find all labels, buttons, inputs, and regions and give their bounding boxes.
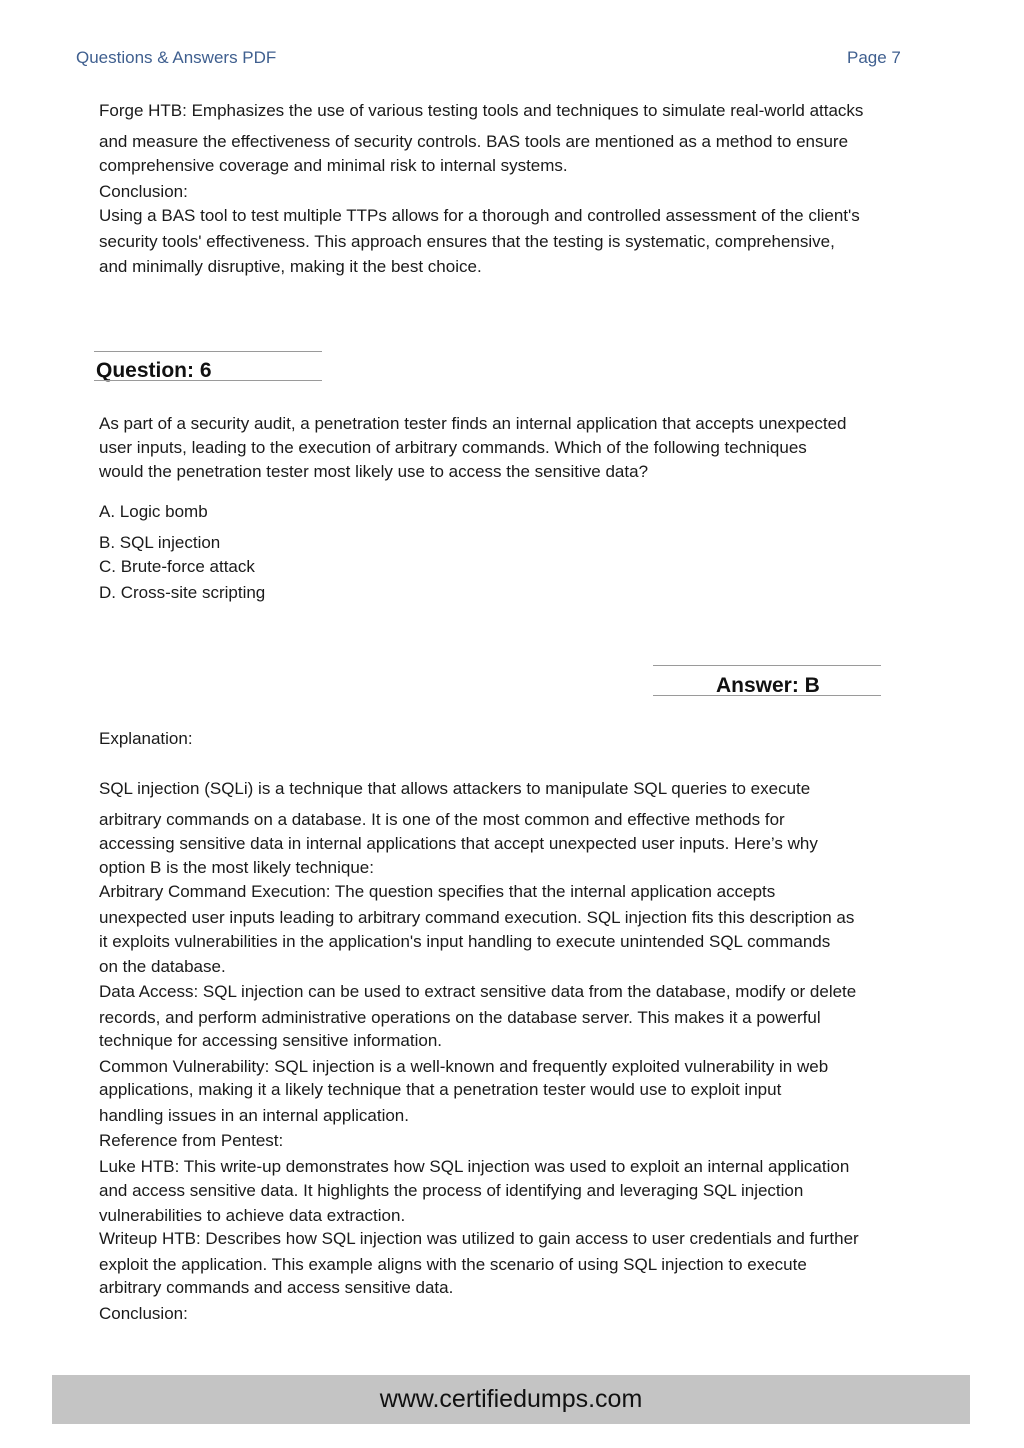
footer-url: www.certifiedumps.com [379,1385,643,1413]
question-text-line: As part of a security audit, a penetration tester finds an internal application that accepts unexpected [99,414,847,433]
page-footer [52,1375,970,1424]
text-line: on the database. [99,957,226,976]
text-line: technique for accessing sensitive information. [99,1031,443,1050]
text-line: Data Access: SQL injection can be used to extract sensitive data from the database, modify or delete [99,982,857,1001]
text-line: Conclusion: [99,182,188,201]
text-line: option B is the most likely technique: [99,858,374,877]
text-line: records, and perform administrative operations on the database server. This makes it a powerful [99,1008,821,1027]
text-line: and access sensitive data. It highlights the process of identifying and leveraging SQL injection [99,1181,804,1200]
answer-option: B. SQL injection [99,533,221,552]
text-line: Conclusion: [99,1304,188,1323]
divider [94,380,322,381]
text-line: Writeup HTB: Describes how SQL injection was utilized to gain access to user credentials and further [99,1229,859,1248]
text-line: handling issues in an internal application. [99,1106,409,1125]
text-line: Reference from Pentest: [99,1131,284,1150]
answer-title: Answer: B [716,674,820,697]
text-line: Arbitrary Command Execution: The question specifies that the internal application accepts [99,882,776,901]
text-line: applications, making it a likely technique that a penetration tester would use to exploit input [99,1080,782,1099]
answer-option: A. Logic bomb [99,502,208,521]
question-title: Question: 6 [96,359,212,382]
text-line: comprehensive coverage and minimal risk to internal systems. [99,156,568,175]
text-line: unexpected user inputs leading to arbitrary command execution. SQL injection fits this description as [99,908,855,927]
text-line: accessing sensitive data in internal applications that accept unexpected user inputs. Here’s why [99,834,818,853]
text-line: arbitrary commands and access sensitive data. [99,1278,454,1297]
answer-option: D. Cross-site scripting [99,583,266,602]
divider [94,351,322,352]
text-line: arbitrary commands on a database. It is one of the most common and effective methods for [99,810,785,829]
header-title: Questions & Answers PDF [76,48,277,67]
text-line: Forge HTB: Emphasizes the use of various testing tools and techniques to simulate real-world attacks [99,101,864,120]
text-line: and measure the effectiveness of security controls. BAS tools are mentioned as a method to ensure [99,132,849,151]
text-line: and minimally disruptive, making it the best choice. [99,257,482,276]
divider [653,665,881,666]
text-line: Common Vulnerability: SQL injection is a well-known and frequently exploited vulnerability in web [99,1057,829,1076]
text-line: it exploits vulnerabilities in the application's input handling to execute unintended SQL commands [99,932,831,951]
answer-option: C. Brute-force attack [99,557,255,576]
text-line: exploit the application. This example aligns with the scenario of using SQL injection to execute [99,1255,807,1274]
text-line: Using a BAS tool to test multiple TTPs allows for a thorough and controlled assessment of the client's [99,206,860,225]
text-line: Luke HTB: This write-up demonstrates how SQL injection was used to exploit an internal application [99,1157,850,1176]
page-number: Page 7 [847,48,901,67]
question-text-line: would the penetration tester most likely use to access the sensitive data? [99,462,649,481]
text-line: SQL injection (SQLi) is a technique that allows attackers to manipulate SQL queries to execute [99,779,811,798]
explanation-label: Explanation: [99,729,193,748]
divider [653,695,881,696]
question-text-line: user inputs, leading to the execution of arbitrary commands. Which of the following techniques [99,438,807,457]
text-line: security tools' effectiveness. This approach ensures that the testing is systematic, comprehensive, [99,232,835,251]
text-line: vulnerabilities to achieve data extraction. [99,1206,406,1225]
